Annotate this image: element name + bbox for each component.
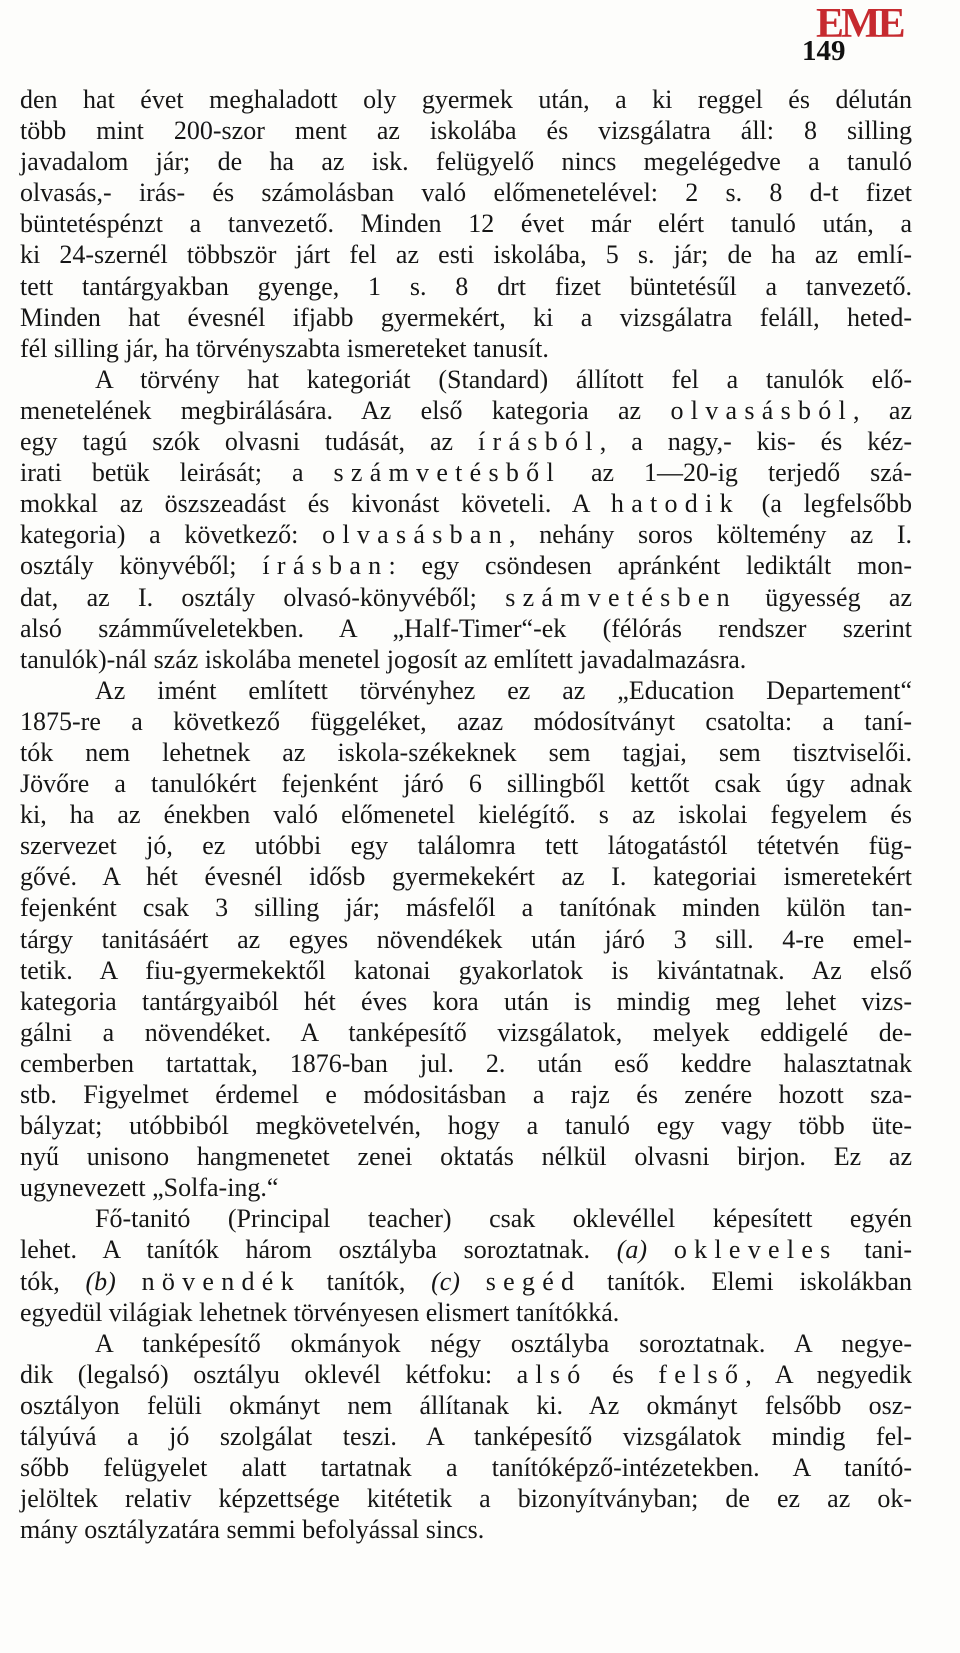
text-segment: den hat évet meghaladott oly gyermek után, a ki reggel és délután: [20, 85, 912, 114]
text-line: [20, 1110, 912, 1141]
text-segment: javadalom jár; de ha az isk. felügyelő nincs megelégedve a tanuló: [20, 147, 912, 177]
text-line: [20, 1017, 912, 1048]
text-segment: ügyesség az: [736, 582, 912, 612]
text-segment: 1875-re a következő függeléket, azaz módosítványt csatolta: a taní-: [20, 706, 912, 736]
text-segment: tók,: [20, 1266, 86, 1296]
text-line: [20, 1172, 912, 1203]
text-segment: alsó számműveletekben. A „Half-Timer“-ek (félórás rendszer szerint: [20, 613, 912, 643]
text-segment: tók nem lehetnek az iskola-székeknek sem tagjai, sem tisztviselői.: [20, 737, 912, 767]
text-segment: tárgy tanitásáért az egyes növendékek után járó 3 sill. 4-re emel-: [20, 924, 912, 954]
text-segment: tett tantárgyakban gyenge, 1 s. 8 drt fizet büntetésűl a tanvezető.: [20, 271, 912, 301]
text-line: [20, 861, 912, 892]
text-line: [20, 1452, 912, 1483]
text-line: [20, 146, 912, 177]
text-line: [20, 737, 912, 768]
text-line: [20, 1328, 912, 1359]
text-segment: [647, 1235, 674, 1264]
text-line: [20, 177, 912, 208]
text-segment: irati betük leirását; a: [20, 458, 334, 488]
text-segment: A törvény hat kategoriát (Standard) állított fel a tanulók elő-: [95, 364, 912, 394]
text-line: [20, 115, 912, 146]
text-segment: Minden hat évesnél ifjabb gyermekért, ki a vizsgálatra feláll, heted-: [20, 302, 912, 332]
text-line: [20, 550, 912, 581]
text-segment: osztályon felüli okmányt nem állítanak ki. Az okmányt felsőbb osz-: [20, 1390, 912, 1420]
emphasized-text: felső: [658, 1359, 746, 1389]
text-line: [20, 1203, 912, 1234]
text-line: [20, 239, 912, 270]
emphasized-text: olvasásból: [670, 395, 854, 425]
text-line: [20, 830, 912, 861]
text-segment: Az imént említett törvényhez ez az „Education Departement“: [95, 675, 912, 705]
text-line: [20, 488, 912, 519]
paragraph: [20, 675, 912, 1204]
emphasized-text: írásban: [262, 551, 389, 581]
text-segment: Fő-tanitó (Principal teacher) csak oklevéllel képesített egyén: [95, 1204, 912, 1234]
paragraph: [20, 1203, 912, 1327]
text-line: [20, 799, 912, 830]
text-segment: gővé. A hét évesnél idősb gyermekekért az I. kategoriai ismeretekért: [20, 862, 912, 892]
text-line: [20, 1079, 912, 1110]
text-segment: mány osztályzatára semmi befolyással sincs.: [20, 1515, 485, 1545]
text-line: [20, 955, 912, 986]
text-segment: , nehány soros költemény az I.: [509, 520, 912, 550]
text-segment: az 1—20-ig terjedő szá-: [560, 458, 912, 488]
text-line: [20, 1048, 912, 1079]
text-segment: tanítók,: [300, 1266, 432, 1296]
paragraph: [20, 364, 912, 675]
text-line: [20, 1390, 912, 1421]
text-segment: , A negyedik: [745, 1359, 912, 1389]
text-segment: Jövőre a tanulókért fejenként járó 6 sillingből kettőt csak úgy adnak: [20, 769, 912, 799]
text-segment: lehet. A tanítók három osztályba soroztatnak.: [20, 1235, 617, 1265]
text-segment: dat, az I. osztály olvasó-könyvéből;: [20, 582, 506, 612]
italic-text: (a): [616, 1235, 648, 1265]
emphasized-text: segéd: [485, 1266, 582, 1296]
italic-text: (c): [431, 1266, 460, 1296]
text-segment: , az: [853, 395, 912, 425]
text-segment: több mint 200-szor ment az iskolába és vizsgálatra áll: 8 silling: [20, 116, 912, 146]
text-segment: tanulók)-nál száz iskolába menetel jogosít az említett javadalmazásra.: [20, 644, 747, 674]
emphasized-text: számvetésben: [505, 582, 737, 612]
text-segment: olvasás,- irás- és számolásban való előmenetelével: 2 s. 8 d-t fizet: [20, 178, 912, 208]
library-logo: EME: [816, 1, 903, 47]
text-segment: bályzat; utóbbiból megkövetelvén, hogy a tanuló egy vagy több üte-: [20, 1111, 912, 1141]
text-line: [20, 395, 912, 426]
text-line: [20, 333, 912, 364]
text-segment: egyedül világiak lehetnek törvényesen elismert tanítókká.: [20, 1297, 620, 1327]
text-line: [20, 582, 912, 613]
text-line: [20, 426, 912, 457]
emphasized-text: számvetésből: [333, 458, 561, 488]
text-segment: [460, 1267, 486, 1296]
emphasized-text: írásból: [478, 427, 600, 457]
text-segment: fejenként csak 3 silling jár; másfelől a tanítónak minden külön tan-: [20, 893, 912, 923]
text-segment: gálni a növendéket. A tanképesítő vizsgálatok, melyek eddigelé de-: [20, 1017, 912, 1047]
text-line: [20, 768, 912, 799]
emphasized-text: alsó: [516, 1359, 588, 1389]
text-line: [20, 364, 912, 395]
text-segment: [116, 1267, 142, 1296]
text-line: [20, 675, 912, 706]
text-line: [20, 1266, 912, 1297]
emphasized-text: okleveles: [673, 1235, 838, 1265]
text-segment: nyű unisono hangmenetet zenei oktatás nélkül olvasni birjon. Ez az: [20, 1142, 912, 1172]
text-line: [20, 706, 912, 737]
text-segment: büntetéspénzt a tanvezető. Minden 12 évet már elért tanuló után, a: [20, 209, 912, 239]
text-segment: stb. Figyelmet érdemel e módositásban a rajz és zenére hozott sza-: [20, 1080, 912, 1109]
text-segment: sőbb felügyelet alatt tartatnak a tanítóképző-intézetekben. A tanító-: [20, 1453, 912, 1483]
text-segment: cemberben tartattak, 1876-ban jul. 2. után eső keddre halasztatnak: [20, 1048, 912, 1078]
text-segment: ugynevezett „Solfa-ing.“: [20, 1173, 279, 1203]
text-segment: (a legfelsőbb: [739, 489, 912, 519]
text-segment: dik (legalsó) osztályu oklevél kétfoku:: [20, 1359, 517, 1389]
text-segment: tanítók. Elemi iskolákban: [581, 1266, 912, 1296]
text-line: [20, 457, 912, 488]
text-line: [20, 1483, 912, 1514]
text-segment: ki 24-szernél többször járt fel az esti iskolába, 5 s. jár; de ha az emlí-: [20, 240, 912, 270]
emphasized-text: hatodik: [610, 489, 740, 519]
text-segment: , a nagy,- kis- és kéz-: [599, 427, 912, 457]
text-segment: jelöltek relativ képzettsége kitétetik a bizonyítványban; de ez az ok-: [20, 1484, 912, 1514]
text-line: [20, 613, 912, 644]
text-segment: tani-: [837, 1235, 912, 1265]
text-line: [20, 1297, 912, 1328]
text-segment: A tanképesítő okmányok négy osztályba soroztatnak. A negye-: [95, 1328, 912, 1358]
text-line: [20, 644, 912, 675]
text-segment: tetik. A fiu-gyermekektől katonai gyakorlatok is kivántatnak. Az első: [20, 955, 912, 985]
text-segment: tályúvá a jó szolgálat teszi. A tanképesítő vizsgálatok mindig fel-: [20, 1422, 912, 1452]
text-line: [20, 302, 912, 333]
text-segment: kategoria) a következő:: [20, 520, 323, 550]
text-segment: szervezet jó, ez utóbbi egy találomra tett látogatástól tétetvén füg-: [20, 831, 912, 861]
text-line: [20, 1141, 912, 1172]
text-line: [20, 1234, 912, 1265]
text-segment: egy tagú szók olvasni tudását, az: [20, 427, 479, 457]
text-segment: fél silling jár, ha törvényszabta ismereteket tanusít.: [20, 333, 549, 363]
italic-text: (b): [85, 1266, 116, 1296]
text-line: [20, 1421, 912, 1452]
text-line: [20, 892, 912, 923]
text-line: [20, 986, 912, 1017]
paragraph: [20, 84, 912, 364]
text-segment: menetelének megbirálására. Az első kategoria az: [20, 395, 671, 425]
text-segment: osztály könyvéből;: [20, 551, 263, 581]
paragraph: [20, 1328, 912, 1546]
text-line: [20, 84, 912, 115]
text-line: [20, 271, 912, 302]
text-segment: ki, ha az énekben való előmenetel kielégítő. s az iskolai fegyelem és: [20, 800, 912, 830]
text-line: [20, 1359, 912, 1390]
text-line: [20, 208, 912, 239]
text-segment: kategoria tantárgyaiból hét éves kora után is mindig meg lehet vizs-: [20, 986, 912, 1016]
emphasized-text: olvasásban: [322, 520, 509, 550]
text-segment: és: [587, 1359, 659, 1389]
text-line: [20, 519, 912, 550]
text-line: [20, 1514, 912, 1545]
body-text: [20, 84, 912, 1545]
text-line: [20, 924, 912, 955]
page-number: 149: [802, 35, 846, 67]
text-segment: mokkal az öszszeadást és kivonást követeli. A: [20, 489, 611, 519]
text-segment: : egy csöndesen apránként lediktált mon-: [388, 551, 913, 581]
emphasized-text: növendék: [141, 1266, 301, 1296]
